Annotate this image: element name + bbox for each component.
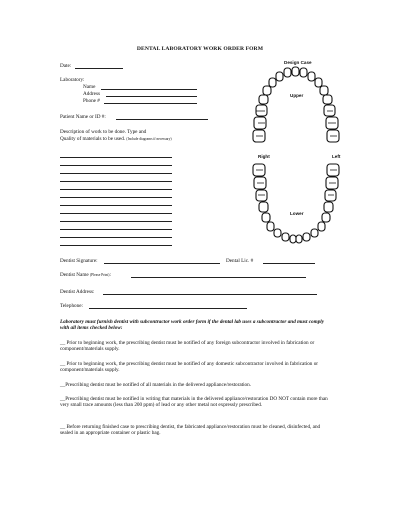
lab-phone-label: Phone # bbox=[83, 98, 100, 104]
description-line[interactable] bbox=[60, 229, 172, 230]
tooth-lower[interactable] bbox=[274, 229, 281, 237]
description-line[interactable] bbox=[60, 245, 172, 246]
dentist-name-field[interactable] bbox=[131, 277, 306, 278]
tooth-upper[interactable] bbox=[276, 72, 283, 81]
dentist-address-field[interactable] bbox=[103, 294, 317, 295]
tooth-lower[interactable] bbox=[318, 222, 325, 231]
patient-label: Patient Name or ID #: bbox=[60, 114, 106, 120]
tooth-upper[interactable] bbox=[300, 68, 307, 77]
description-line[interactable] bbox=[60, 221, 172, 222]
tooth-lower[interactable] bbox=[267, 222, 274, 231]
description-line[interactable] bbox=[60, 189, 172, 190]
tooth-lower[interactable] bbox=[322, 213, 330, 222]
upper-arch-label: Upper bbox=[290, 93, 304, 98]
description-line[interactable] bbox=[60, 181, 172, 182]
checklist-item-materials[interactable]: __Prescribing dentist must be notified of all materials in the delivered appliance/restoration. bbox=[60, 382, 252, 388]
subcontractor-notice: Laboratory must furnish dentist with subcontractor work order form if the dental lab uses a subcontractor and must comply with all items checked below: bbox=[60, 319, 325, 332]
tooth-upper[interactable] bbox=[284, 68, 291, 77]
description-line[interactable] bbox=[60, 205, 172, 206]
description-note: (Include diagrams if necessary) bbox=[126, 137, 172, 141]
description-line[interactable] bbox=[60, 165, 172, 166]
tooth-lower[interactable] bbox=[256, 190, 267, 201]
tooth-upper[interactable] bbox=[323, 95, 332, 104]
lab-address-field[interactable] bbox=[106, 96, 197, 97]
tooth-upper[interactable] bbox=[259, 95, 268, 104]
description-line[interactable] bbox=[60, 213, 172, 214]
dentist-name-note: (Please Print) bbox=[89, 273, 110, 277]
date-label: Date: bbox=[60, 63, 72, 69]
left-side-label: Left bbox=[332, 154, 341, 159]
dentist-name-label: Dentist Name bbox=[60, 272, 89, 278]
tooth-upper[interactable] bbox=[320, 86, 328, 95]
description-text: Quality of materials to be used. bbox=[60, 136, 126, 142]
patient-field[interactable] bbox=[116, 119, 208, 120]
checklist-item-lead-content[interactable]: __Prescribing dentist must be notified in writing that materials in the delivered appliance/restoration DO NOT contain more than very small trace amounts (less than 200 ppm) of lead or any other metal not expressly prescribed. bbox=[60, 396, 328, 409]
laboratory-label: Laboratory: bbox=[60, 77, 85, 83]
checklist-item-disinfection[interactable]: __ Before returning finished case to prescribing dentist, the fabricated appliance/restoration must be cleaned, disinfected, and sealed in an appropriate container or plastic bag. bbox=[60, 424, 321, 437]
lower-arch-label: Lower bbox=[290, 211, 304, 216]
tooth-lower[interactable] bbox=[259, 202, 268, 212]
tooth-lower[interactable] bbox=[325, 190, 336, 201]
description-line[interactable] bbox=[60, 197, 172, 198]
dentist-name-colon: : bbox=[109, 272, 111, 278]
date-field[interactable] bbox=[75, 68, 123, 69]
dentist-name-label-row bbox=[60, 272, 111, 278]
description-line[interactable] bbox=[60, 173, 172, 174]
lab-name-label: Name bbox=[83, 84, 96, 90]
description-line[interactable] bbox=[60, 157, 172, 158]
dental-lic-label: Dental Lic. # bbox=[226, 258, 254, 264]
description-line[interactable] bbox=[60, 237, 172, 238]
tooth-upper[interactable] bbox=[308, 72, 315, 81]
tooth-upper[interactable] bbox=[263, 86, 271, 95]
tooth-upper[interactable] bbox=[256, 105, 267, 116]
tooth-lower[interactable] bbox=[311, 229, 318, 237]
tooth-lower[interactable] bbox=[324, 202, 333, 212]
telephone-field[interactable] bbox=[89, 308, 247, 309]
tooth-lower[interactable] bbox=[282, 233, 289, 241]
tooth-lower[interactable] bbox=[290, 235, 296, 243]
tooth-lower[interactable] bbox=[296, 235, 302, 243]
tooth-upper[interactable] bbox=[315, 78, 322, 87]
description-line-2 bbox=[60, 136, 172, 142]
dentist-signature-field[interactable] bbox=[104, 263, 220, 264]
design-case-label: Design Case bbox=[284, 60, 312, 65]
description-line-1: Description of work to be done. Type and bbox=[60, 129, 147, 135]
tooth-upper[interactable] bbox=[292, 67, 299, 76]
form-title: DENTAL LABORATORY WORK ORDER FORM bbox=[136, 46, 264, 52]
dentist-signature-label: Dentist Signature: bbox=[60, 258, 98, 264]
tooth-lower[interactable] bbox=[303, 233, 310, 241]
tooth-upper[interactable] bbox=[269, 78, 276, 87]
dentist-address-label: Dentist Address: bbox=[60, 289, 95, 295]
tooth-upper[interactable] bbox=[324, 105, 335, 116]
checklist-item-foreign-subcontractor[interactable]: __ Prior to beginning work, the prescribing dentist must be notified of any foreign subcontractor involved in fabrication or component/materials supply. bbox=[60, 340, 315, 353]
telephone-label: Telephone: bbox=[60, 303, 83, 309]
tooth-lower[interactable] bbox=[262, 213, 270, 222]
tooth-chart[interactable] bbox=[246, 58, 352, 268]
checklist-item-domestic-subcontractor[interactable]: __ Prior to beginning work, the prescribing dentist must be notified of any domestic subcontractor involved in fabrication or component/materials supply. bbox=[60, 361, 319, 374]
tooth-chart-drawing bbox=[246, 58, 352, 268]
right-side-label: Right bbox=[258, 154, 270, 159]
lab-name-field[interactable] bbox=[101, 89, 197, 90]
lab-address-label: Address bbox=[83, 91, 101, 97]
lab-phone-field[interactable] bbox=[104, 103, 197, 104]
